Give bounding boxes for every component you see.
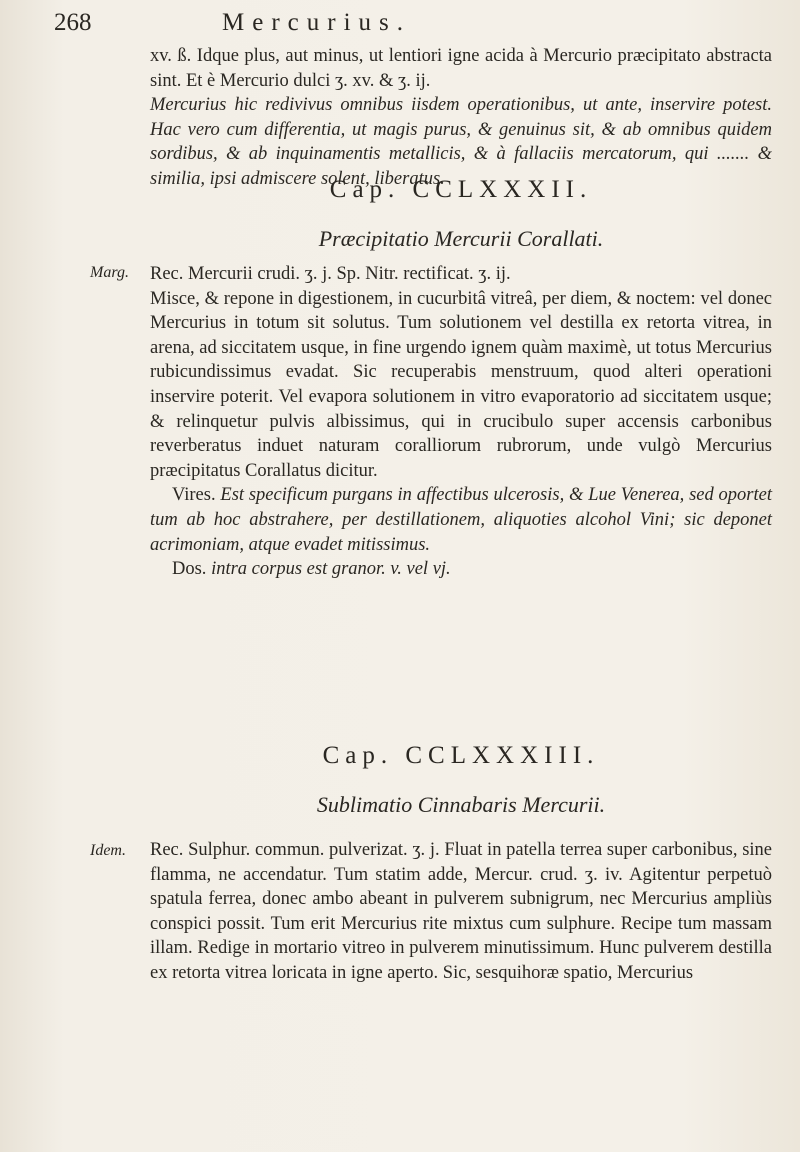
running-head	[54, 6, 710, 40]
chapter-body-2	[150, 838, 772, 986]
running-title: Mercurius.	[222, 9, 411, 36]
chapter-heading: Cap. CCLXXXII.	[329, 176, 593, 203]
margin-note-2: Idem.	[90, 842, 126, 859]
vires-text: Est specificum purgans in affectibus ulcerosis, & Lue Venerea, sed oportet tum ab hoc abstrahere, per destillationem, aliquoties alcohol Vini; sic deponet acrimoniam, atque evadet mitissimus.	[150, 485, 772, 555]
procedure-text: Misce, & repone in digestionem, in cucurbitâ vitreâ, per diem, & noctem: vel donec Mercurius in totum sit solutus. Tum solutionem vel destilla ex retorta vitrea, in arena, ad siccitatem usque, in fine urgendo ignem quàm maximè, ut totus Mercurius rubicundissimus evadat. Sic recuperabis menstruum, quod alteri operationi inservire poterit. Vel evapora solutionem in vitro evaporatorio ad siccitatem usque; & relinquetur pulvis albissimus, qui in crucibulo super accensis carbonibus reverberatus induet naturam coralliorum rubrorum, unde vulgò Mercurius præcipitatus Corallatus dicitur.	[150, 288, 772, 481]
recipe: Rec. Mercurii crudi. ʒ. j. Sp. Nitr. rectificat. ʒ. ij.	[150, 264, 511, 284]
intro-text: xv. ß. Idque plus, aut minus, ut lentiori igne acida à Mercurio præcipitato abstracta sint. Et è Mercurio dulci ʒ. xv. & ʒ. ij.	[150, 46, 772, 91]
procedure-text-2: Rec. Sulphur. commun. pulverizat. ʒ. j. Fluat in patella terrea super carbonibus, sine flamma, ne accendatur. Tum statim adde, Mercur. crud. ʒ. iv. Agitentur perpetuò spatula ferrea, donec ambo abeant in pulverem subnigrum, nec Mercurius ampliùs conspici possit. Tum erit Mercurius rite mixtus cum sulphure. Recipe tum massam illam. Redige in mortario vitreo in pulverem minutissimum. Hunc pulverem destilla ex retorta vitrea loricata in igne aperto. Sic, sesquihoræ spatio, Mercurius	[150, 840, 772, 983]
page-number: 268	[54, 9, 92, 36]
dose-label: Dos.	[172, 559, 207, 580]
dose-text: intra corpus est granor. v. vel vj.	[211, 559, 451, 580]
chapter-heading-2: Cap. CCLXXXIII.	[322, 742, 600, 769]
chapter-subtitle-2: Sublimatio Cinnabaris Mercurii.	[316, 792, 606, 817]
intro-block	[150, 44, 772, 192]
vires-label: Vires.	[172, 485, 216, 506]
chapter-subtitle: Præcipitatio Mercurii Corallati.	[318, 226, 604, 251]
chapter-body	[150, 262, 772, 582]
margin-note: Marg.	[90, 264, 129, 281]
intro-italic: Mercurius hic redivivus omnibus iisdem operationibus, ut ante, inservire potest. Hac vero cum differentia, ut magis purus, & genuinus sit, & ab omnibus quidem sordibus, & ab inquinamentis metallicis, & à fallaciis mercatorum, qui ....... & similia, ipsi admiscere solent, liberatus.	[150, 95, 772, 189]
